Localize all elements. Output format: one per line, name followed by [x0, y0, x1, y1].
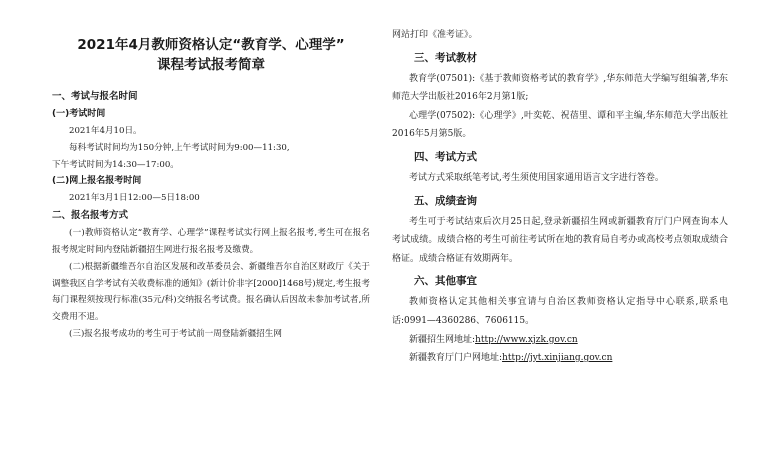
reg-time: 2021年3月1日12:00—5日18:00	[69, 193, 200, 204]
exam-method: 考试方式采取纸笔考试,考生须使用国家通用语言文字进行答卷。	[409, 172, 664, 183]
site2-link[interactable]: http://jyt.xinjiang.gov.cn	[502, 353, 613, 364]
site1-line	[392, 331, 728, 350]
right-column	[392, 0, 728, 368]
left-column	[52, 0, 370, 343]
section3-heading: 三、考试教材	[414, 51, 477, 64]
reg-time-heading: (二)网上报名报考时间	[52, 176, 142, 187]
section2-paragraph3: (三)报名报考成功的考生可于考试前一周登陆新疆招生网	[69, 328, 282, 339]
score-query: 考生可于考试结束后次月25日起,登录新疆招生网或新疆教育厅门户网查询本人考试成绩。成绩合格的考生可前往考试所在地的教育局自考办或高校考点领取成绩合格证。成绩合格证有效期两年。	[392, 216, 728, 264]
section2-paragraph3-continued: 网站打印《准考证》。	[392, 30, 478, 40]
section2-heading: 二、报名报考方式	[52, 210, 129, 222]
exam-date: 2021年4月10日。	[69, 126, 142, 136]
page-title-line1: 2021年4月教师资格认定“教育学、心理学”	[77, 37, 345, 53]
section2-paragraph1: (一)教师资格认定“教育学、心理学”课程考试实行网上报名报考,考生可在报名报考规定时间内登陆新疆招生网进行报名报考及缴费。	[52, 228, 370, 255]
section4-heading: 四、考试方式	[414, 150, 477, 163]
section5-heading: 五、成绩查询	[414, 194, 477, 207]
section1-heading: 一、考试与报名时间	[52, 91, 138, 102]
contact-info: 教师资格认定其他相关事宜请与自治区教师资格认定指导中心联系,联系电话:0991—4360286、7606115。	[392, 297, 728, 326]
site2-label: 新疆教育厅门户网地址:	[409, 353, 503, 364]
site2-line	[392, 349, 728, 368]
exam-duration-line2: 下午考试时间为14:30—17:00。	[52, 159, 179, 170]
site1-link[interactable]: http://www.xjzk.gov.cn	[475, 334, 578, 345]
exam-time-heading: (一)考试时间	[52, 109, 106, 119]
textbook-psychology: 心理学(07502):《心理学》,叶奕乾、祝蓓里、谭和平主编,华东师范大学出版社2016年5月第5版。	[392, 110, 728, 140]
exam-duration-line1: 每科考试时间均为150分钟,上午考试时间为9:00—11:30,	[69, 142, 290, 153]
page-title-line2: 课程考试报考简章	[157, 57, 265, 73]
section2-paragraph2: (二)根据新疆维吾尔自治区发展和改革委员会、新疆维吾尔自治区财政厅《关于调整我区自学考试有关收费标准的通知》(新计价非字[2000]1468号)规定,考生报考每门课程须按现行标准(35元/科)交纳报名考试费。报名确认后因故未参加考试者,所交费用不退。	[52, 261, 370, 323]
textbook-pedagogy: 教育学(07501):《基于教师资格考试的教育学》,华东师范大学编写组编著,华东师范大学出版社2016年2月第1版;	[392, 73, 728, 103]
section6-heading: 六、其他事宜	[414, 275, 477, 288]
site1-label: 新疆招生网地址:	[409, 334, 476, 345]
